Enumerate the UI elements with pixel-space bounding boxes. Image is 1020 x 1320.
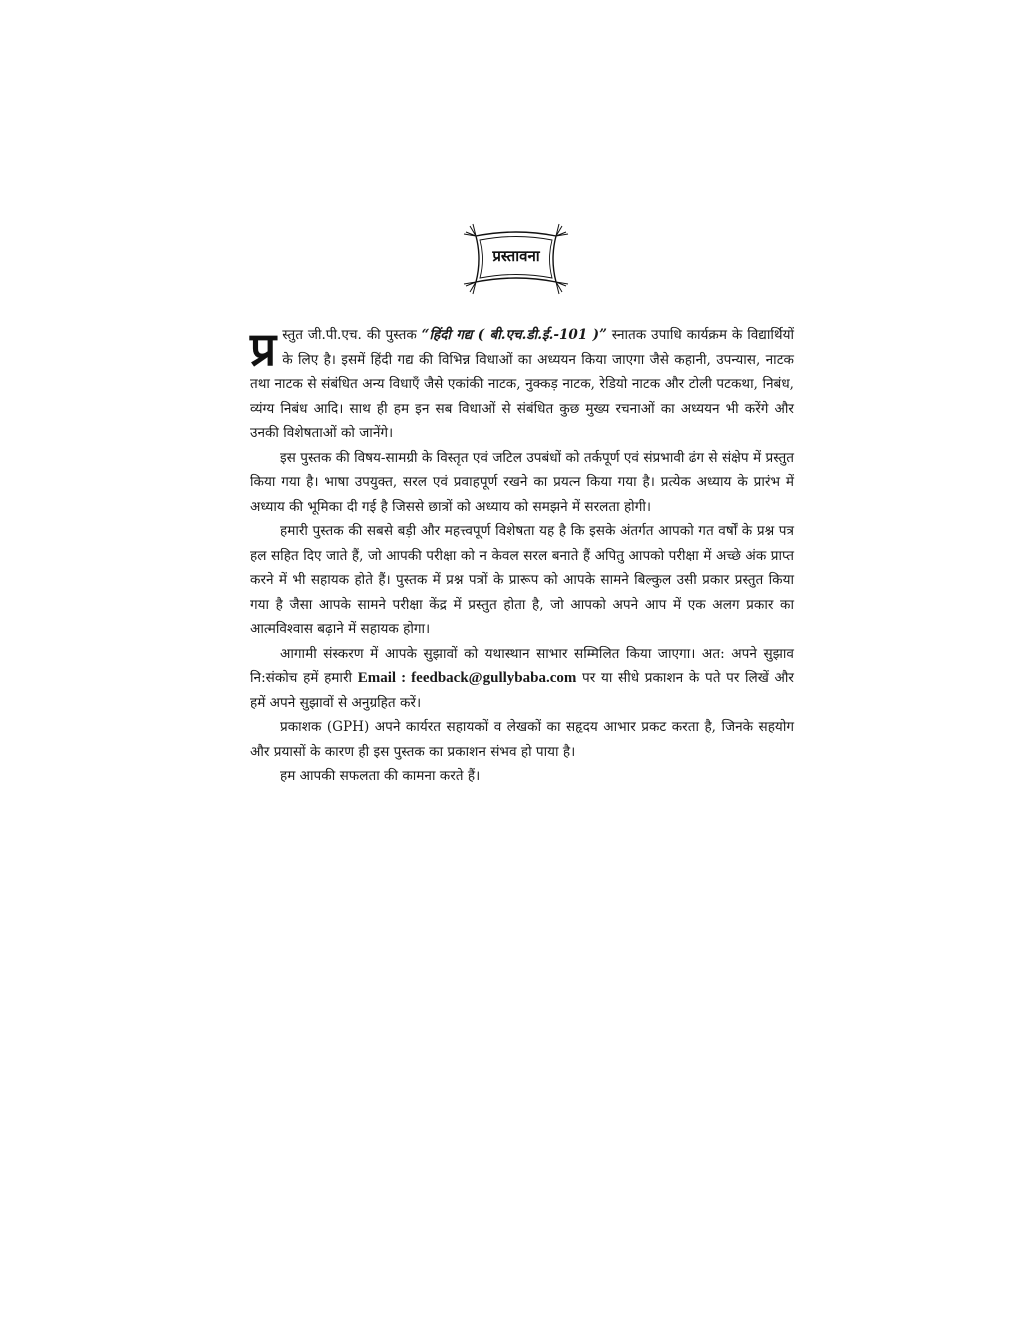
title-banner [462,222,570,296]
page-title: प्रस्तावना [492,247,540,265]
paragraph-3: हमारी पुस्तक की सबसे बड़ी और महत्त्वपूर्ण विशेषता यह है कि इसके अंतर्गत आपको गत वर्षों के प्रश्न पत्र हल सहित दिए जाते हैं, जो आपकी परीक्षा को न केवल सरल बनाते हैं अपितु आपको परीक्षा में अच्छे अंक प्राप्त करने में भी सहायक होते हैं। पुस्तक में प्रश्न पत्रों के प्रारूप को आपके सामने बिल्कुल उसी प्रकार प्रस्तुत किया गया है जैसा आपके सामने परीक्षा केंद्र में प्रस्तुत होता है, जो आपको अपने आप में एक अलग प्रकार का आत्मविश्वास बढ़ाने में सहायक होगा। [250,523,794,637]
paragraph-2: इस पुस्तक की विषय-सामग्री के विस्तृत एवं जटिल उपबंधों को तर्कपूर्ण एवं संप्रभावी ढंग से संक्षेप में प्रस्तुत किया गया है। भाषा उपयुक्त, सरल एवं प्रवाहपूर्ण रखने का प्रयत्न किया गया है। प्रत्येक अध्याय के प्रारंभ में अध्याय की भूमिका दी गई है जिससे छात्रों को अध्याय को समझने में सरलता होगी। [250,449,794,515]
paragraph-4-start: आगामी संस्करण में आपके सुझावों को यथास्थान साभार सम्मिलित किया जाएगा। अत: अपने सुझाव नि:संकोच हमें हमारी [250,645,794,686]
paragraph-4-end: पर या सीधे प्रकाशन के पते पर लिखें और हमें अपने सुझावों से अनुग्रहित करें। [250,670,794,711]
intro-text-start: स्तुत जी.पी.एच. की पुस्तक [282,327,422,343]
dropcap: प्र [250,322,277,376]
paragraph-4 [250,642,794,716]
intro-text-rest: स्नातक उपाधि कार्यक्रम के विद्यार्थियों के लिए है। इसमें हिंदी गद्य की विभिन्न विधाओं का अध्ययन किया जाएगा जैसे कहानी, उपन्यास, नाटक तथा नाटक से संबंधित अन्य विधाएँ जैसे एकांकी नाटक, नुक्कड़ नाटक, रेडियो नाटक और टोली पटकथा, निबंध, व्यंग्य निबंध आदि। साथ ही हम इन सब विधाओं से संबंधित कुछ मुख्य रचनाओं का अध्ययन भी करेंगे और उनकी विशेषताओं को जानेंगे। [250,327,794,441]
preface-body [250,323,794,789]
paragraph-6: हम आपकी सफलता की कामना करते हैं। [280,768,481,784]
email-address: Email : feedback@gullybaba.com [357,670,577,686]
book-title: “हिंदी गद्य ( बी.एच.डी.ई.-101 )” [421,327,607,343]
paragraph-5: प्रकाशक (GPH) अपने कार्यरत सहायकों व लेखकों का सहृदय आभार प्रकट करता है, जिनके सहयोग और प्रयासों के कारण ही इस पुस्तक का प्रकाशन संभव हो पाया है। [250,719,794,760]
paragraph-intro [250,323,794,446]
